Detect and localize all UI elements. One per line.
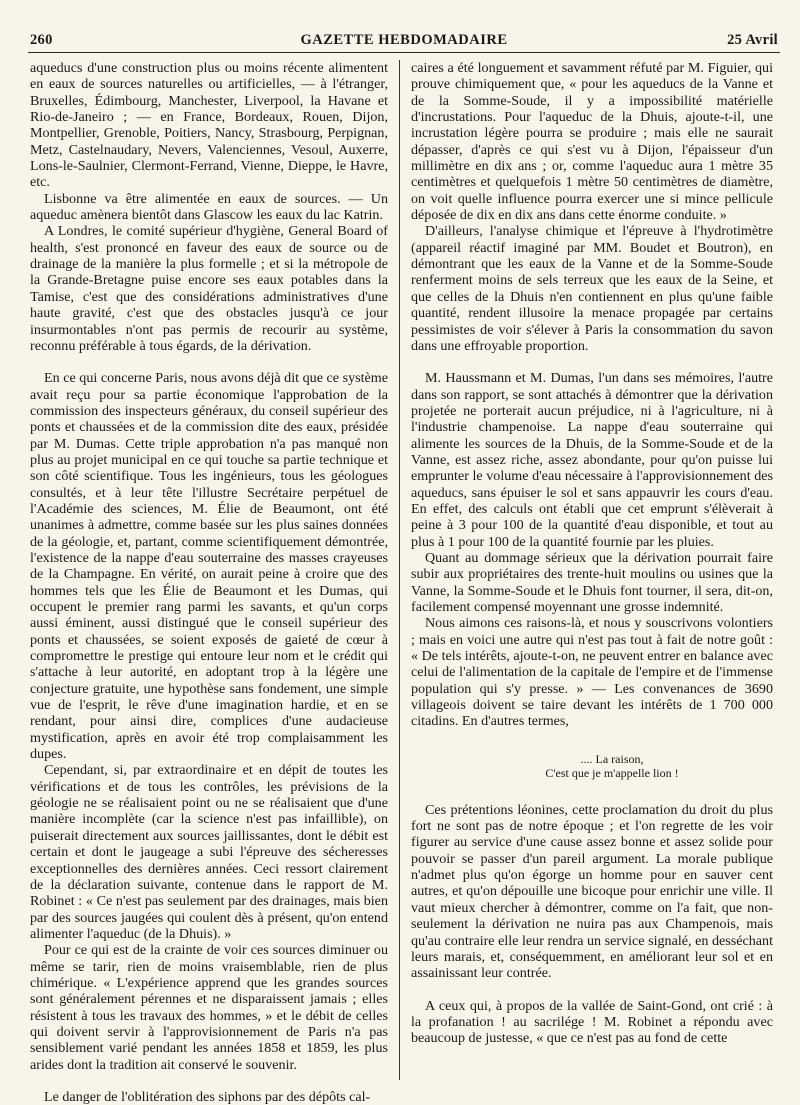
paragraph: A ceux qui, à propos de la vallée de Saint-Gond, ont crié : à la profanation ! au sacrilége ! M. Robinet a répondu avec beaucoup de justesse, « que ce n'est pas au fond de cette: [411, 997, 773, 1047]
paragraph: caires a été longuement et savamment réfuté par M. Figuier, qui prouve chimiquement que, « pour les aqueducs de la Vanne et de la Somme-Soude, il y a impossibilité matérielle d'incrustations. Pour l'aqueduc de la Dhuis, ajoute-t-il, une incrustation légère pourra se produire ; mais elle ne saurait dépasser, d'après ce qui s'est vu à Dijon, l'épaisseur d'un millimètre en dix ans ; or, comme l'aqueduc aura 1 mètre 35 centimètres et quelquefois 1 mètre 50 centimètres de diamètre, on voit quelle influence pourra exercer une si mince pellicule déposée de dix en dix ans dans cette énorme conduite. »: [411, 60, 773, 224]
column-divider: [399, 60, 400, 1080]
right-column: [411, 60, 773, 1080]
issue-date: 25 Avril: [727, 32, 778, 48]
page-number: 260: [30, 32, 53, 48]
verse-line: .... La raison,: [580, 751, 644, 766]
paragraph: M. Haussmann et M. Dumas, l'un dans ses mémoires, l'autre dans son rapport, se sont attachés à démontrer que la dérivation projetée ne porterait aucun préjudice, ni à l'agriculture, ni à l'industrie champenoise. La nappe d'eau souterraine qui alimente les sources de la Dhuis, de la Somme-Soude et de la Vanne, est assez riche, assez abondante, pour qu'on puisse lui emprunter le volume d'eau nécessaire à l'approvisionnement des aqueducs, sans épuiser le sol et sans appauvrir les cours d'eau. En effet, des calculs ont établi que cet emprunt s'élèverait à peine à 3 pour 100 de la quantité d'eau disponible, et tout au plus à 1 pour 100 de la quantité fournie par les pluies.: [411, 370, 773, 550]
paragraph: Lisbonne va être alimentée en eaux de sources. — Un aqueduc amènera bientôt dans Glascow les eaux du lac Katrin.: [30, 190, 388, 224]
paragraph: Pour ce qui est de la crainte de voir ces sources diminuer ou même se tarir, rien de moins vraisemblable, rien de plus chimérique. « L'expérience apprend que les grandes sources sont généralement pérennes et ne disparaissent jamais ; elles résistent à tous les travaux des hommes, » et le débit de celles qui doivent servir à l'approvisionnement de Paris n'a pas sensiblement varié pendant les années 1858 et 1859, les plus arides dont la tradition ait conservé le souvenir.: [30, 942, 388, 1073]
left-column: [30, 60, 388, 1105]
verse-quote: [411, 752, 773, 780]
paragraph: Le danger de l'oblitération des siphons par des dépôts cal-: [44, 1088, 371, 1105]
paragraph: Cependant, si, par extraordinaire et en dépit de toutes les vérifications et de tous les contrôles, les prévisions de la géologie ne se réalisaient point ou ne se réalisaient que d'une manière incomplète (car la science n'est pas infaillible), on puiserait directement aux sources jaillissantes, dont le débit est certain et dont le jaugeage a subi l'épreuve des sécheresses exceptionnelles des dernières années. Ceci ressort clairement de la déclaration suivante, contenue dans le rapport de M. Robinet : « Ce n'est pas seulement par des drainages, mais bien par des sources jaugées qui coulent dès à présent, qu'on entend alimenter l'aqueduc (de la Dhuis). »: [30, 762, 388, 942]
paragraph: Nous aimons ces raisons-là, et nous y souscrivons volontiers ; mais en voici une autre qui n'est pas tout à fait de notre goût : « De tels intérêts, ajoute-t-on, ne peuvent entrer en balance avec celui de l'alimentation de la capitale de l'empire et de l'immense population qui s'y presse. » — Les convenances de 3690 villageois doivent se taire devant les intérêts de 1 700 000 citadins. En d'autres termes,: [411, 615, 773, 730]
page-header: [28, 32, 780, 53]
publication-title: GAZETTE HEBDOMADAIRE: [300, 32, 508, 48]
paragraph: En ce qui concerne Paris, nous avons déjà dit que ce système avait reçu pour sa partie économique l'approbation de la commission des inspecteurs généraux, du conseil supérieur des ponts et chaussées et de la commission dite des eaux, présidée par M. Dumas. Cette triple approbation n'a pas manqué non plus au projet municipal en ce qui touche sa partie technique et son côté scientifique. Tous les ingénieurs, tous les géologues consultés, et à leur tête l'illustre Secrétaire perpétuel de l'Académie des sciences, M. Élie de Beaumont, ont été unanimes à admettre, comme basée sur les plus saines données de la géologie, et, partant, comme scientifiquement démontrée, l'existence de la nappe d'eau souterraine des masses crayeuses de la Champagne. En vérité, on aurait peine à croire que des hommes tels que les Élie de Beaumont et les Dumas, qui occupent le premier rang parmi les savants, et qu'un corps aussi éminent, aussi distingué que le conseil supérieur des ponts et chaussées, se soient exposés de gaieté de cœur à compromettre le prestige qui entoure leur nom et le crédit qui s'attache à leur autorité, en adoptant trop à la légère une conjecture gratuite, une hypothèse sans fondement, une simple vue de l'esprit, le rêve d'une imagination hardie, et en se rendant, pour ainsi dire, complices d'une audacieuse mystification, après en avoir été trop complaisamment les dupes.: [30, 370, 388, 763]
verse-line: C'est que je m'appelle lion !: [545, 765, 679, 780]
paragraph: D'ailleurs, l'analyse chimique et l'épreuve à l'hydrotimètre (appareil réactif imaginé par MM. Boudet et Boutron), en démontrant que les eaux de la Vanne et de la Somme-Soude renferment moins de sels terreux que les eaux de la Seine, et que celles de la Dhuis n'en contiennent en plus qu'une faible quantité, rendent illusoire la menace propagée par certains pessimistes de voir s'élever à Paris la consommation du savon dans une effroyable proportion.: [411, 223, 773, 354]
paragraph: A Londres, le comité supérieur d'hygiène, General Board of health, s'est prononcé en faveur des eaux de source ou de drainage de la manière la plus formelle ; et si la métropole de la Grande-Bretagne puise encore ses eaux potables dans la Tamise, c'est que des considérations administratives d'une haute gravité, c'est que des obstacles jusqu'à ce jour insurmontables n'ont pas permis de recourir au système, reconnu préférable à tous égards, de la dérivation.: [30, 223, 388, 354]
paragraph: aqueducs d'une construction plus ou moins récente alimentent en eaux de sources naturelles ou artificielles, — à l'étranger, Bruxelles, Édimbourg, Manchester, Liverpool, la Havane et Rio-de-Janeiro ; — en France, Bordeaux, Rouen, Dijon, Montpellier, Grenoble, Poitiers, Nancy, Strasbourg, Perpignan, Metz, Castelnaudary, Nevers, Valenciennes, Vesoul, Auxerre, Lons-le-Saulnier, Clermont-Ferrand, Vienne, Dieppe, le Havre, etc.: [30, 60, 388, 191]
paragraph: Ces prétentions léonines, cette proclamation du droit du plus fort ne sont pas de notre époque ; et l'on regrette de les voir figurer au service d'une cause assez bonne et assez solide pour pouvoir se passer d'un pareil argument. La morale publique n'admet plus qu'on égorge un homme pour en sauver cent autres, et qu'on dépouille une bicoque pour enrichir une ville. Il vaut mieux chercher à démontrer, comme on l'a fait, que non-seulement la dérivation ne nuira pas aux Champenois, mais qu'au contraire elle leur rendra un service signalé, en desséchant leurs marais, et, conséquemment, en améliorant leur sol et en assainissant leur contrée.: [411, 801, 773, 982]
paragraph: Quant au dommage sérieux que la dérivation pourrait faire subir aux propriétaires des trente-huit moulins ou usines que la Vanne, la Somme-Soude et le Dhuis font tourner, il sera, dit-on, facilement compensé moyennant une grosse indemnité.: [411, 549, 773, 615]
